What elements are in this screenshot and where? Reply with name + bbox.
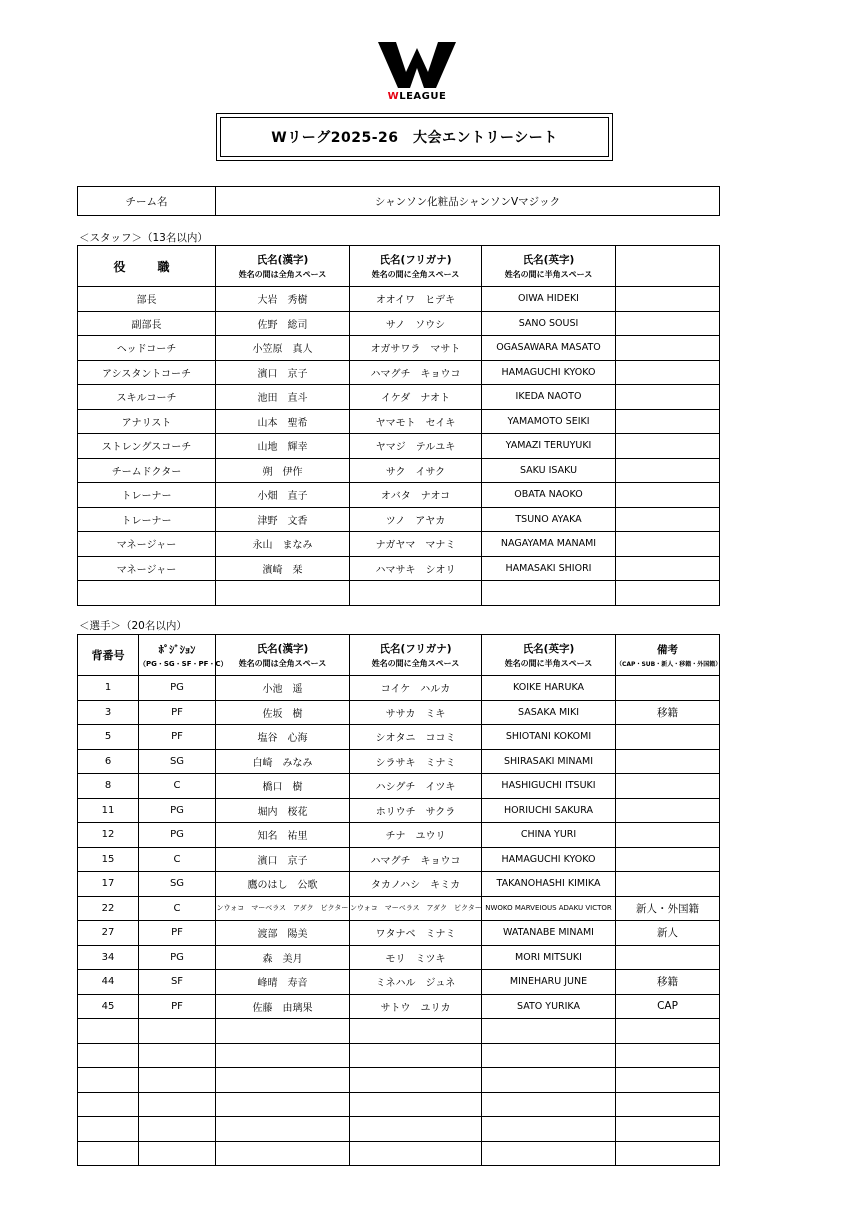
player-position-cell[interactable] (139, 1068, 216, 1093)
player-number-cell[interactable]: 8 (78, 774, 139, 799)
player-row (78, 1092, 720, 1117)
player-row (78, 700, 720, 725)
player-row (78, 896, 720, 921)
player-number-cell[interactable]: 1 (78, 676, 139, 701)
staff-kanji-cell[interactable]: 山本 聖希 (216, 409, 350, 434)
player-kana-cell[interactable]: ワタナベ ミナミ (350, 921, 482, 946)
staff-kana-cell[interactable]: サノ ソウシ (350, 311, 482, 336)
staff-kana-cell[interactable]: ナガヤマ マナミ (350, 532, 482, 557)
staff-row (78, 434, 720, 459)
staff-table (77, 245, 720, 606)
staff-kana-cell[interactable]: オバタ ナオコ (350, 483, 482, 508)
player-kana-cell[interactable]: タカノハシ キミカ (350, 872, 482, 897)
player-note-cell[interactable] (616, 725, 720, 750)
staff-kana-cell[interactable]: サク イサク (350, 458, 482, 483)
player-kanji-cell[interactable]: 森 美月 (216, 945, 350, 970)
player-number-cell[interactable]: 3 (78, 700, 139, 725)
player-english-cell[interactable] (482, 1043, 616, 1068)
staff-extra-cell[interactable] (616, 507, 720, 532)
staff-english-cell[interactable]: HAMAGUCHI KYOKO (482, 360, 616, 385)
players-section-label: ＜選手＞（20名以内） (79, 620, 187, 632)
player-row (78, 676, 720, 701)
staff-english-cell[interactable]: OGASAWARA MASATO (482, 336, 616, 361)
player-number-cell[interactable] (78, 1068, 139, 1093)
staff-role-cell[interactable]: トレーナー (78, 483, 216, 508)
staff-row (78, 311, 720, 336)
staff-row (78, 483, 720, 508)
staff-row (78, 409, 720, 434)
staff-kana-cell[interactable]: ヤマモト セイキ (350, 409, 482, 434)
staff-extra-cell[interactable] (616, 434, 720, 459)
staff-extra-cell[interactable] (616, 409, 720, 434)
staff-kana-cell[interactable]: オガサワラ マサト (350, 336, 482, 361)
staff-extra-cell[interactable] (616, 532, 720, 557)
player-row (78, 994, 720, 1019)
player-english-cell[interactable]: SHIRASAKI MINAMI (482, 749, 616, 774)
staff-extra-cell[interactable] (616, 556, 720, 581)
player-position-cell[interactable]: SG (139, 872, 216, 897)
staff-role-cell[interactable]: ヘッドコーチ (78, 336, 216, 361)
staff-english-cell[interactable]: OBATA NAOKO (482, 483, 616, 508)
player-kana-cell[interactable] (350, 1068, 482, 1093)
player-position-cell[interactable]: C (139, 896, 216, 921)
player-kanji-cell[interactable]: 堀内 桜花 (216, 798, 350, 823)
player-english-cell[interactable]: WATANABE MINAMI (482, 921, 616, 946)
staff-english-cell[interactable]: IKEDA NAOTO (482, 385, 616, 410)
player-note-cell[interactable] (616, 1043, 720, 1068)
player-english-cell[interactable]: HORIUCHI SAKURA (482, 798, 616, 823)
player-kanji-cell[interactable]: 知名 祐里 (216, 823, 350, 848)
player-kanji-cell[interactable] (216, 1068, 350, 1093)
player-kanji-cell[interactable]: 小池 遥 (216, 676, 350, 701)
player-english-cell[interactable]: SHIOTANI KOKOMI (482, 725, 616, 750)
team-label: チーム名 (78, 187, 216, 216)
staff-english-cell[interactable]: HAMASAKI SHIORI (482, 556, 616, 581)
player-english-cell[interactable]: KOIKE HARUKA (482, 676, 616, 701)
player-position-cell[interactable]: C (139, 847, 216, 872)
player-note-cell[interactable] (616, 798, 720, 823)
staff-kanji-cell[interactable]: 濱崎 栞 (216, 556, 350, 581)
player-kana-cell[interactable]: チナ ユウリ (350, 823, 482, 848)
player-row (78, 847, 720, 872)
player-kanji-cell[interactable]: ンウォコ マーベラス アダク ビクター (216, 896, 350, 921)
player-english-cell[interactable]: NWOKO MARVEIOUS ADAKU VICTOR (482, 896, 616, 921)
player-row (78, 1141, 720, 1166)
player-row (78, 1117, 720, 1142)
staff-extra-cell[interactable] (616, 385, 720, 410)
player-number-cell[interactable] (78, 1043, 139, 1068)
player-row (78, 823, 720, 848)
player-kanji-cell[interactable]: 鷹のはし 公歌 (216, 872, 350, 897)
player-kanji-cell[interactable]: 峰晴 寿音 (216, 970, 350, 995)
player-note-cell[interactable] (616, 847, 720, 872)
players-header-position: ﾎﾟｼﾞｼｮﾝ （PG・SG・SF・PF・C） (139, 635, 216, 676)
player-kanji-cell[interactable] (216, 1117, 350, 1142)
staff-row (78, 532, 720, 557)
player-kana-cell[interactable]: ホリウチ サクラ (350, 798, 482, 823)
player-number-cell[interactable]: 45 (78, 994, 139, 1019)
player-position-cell[interactable]: SF (139, 970, 216, 995)
player-kana-cell[interactable]: ンウォコ マーベラス アダク ビクター (350, 896, 482, 921)
team-table (77, 186, 720, 216)
staff-extra-cell[interactable] (616, 581, 720, 606)
player-number-cell[interactable]: 15 (78, 847, 139, 872)
player-note-cell[interactable] (616, 1092, 720, 1117)
staff-role-cell[interactable] (78, 581, 216, 606)
player-kana-cell[interactable]: シラサキ ミナミ (350, 749, 482, 774)
player-position-cell[interactable]: PG (139, 823, 216, 848)
player-number-cell[interactable]: 6 (78, 749, 139, 774)
staff-kana-cell[interactable] (350, 581, 482, 606)
player-kanji-cell[interactable] (216, 1043, 350, 1068)
player-kanji-cell[interactable]: 佐坂 樹 (216, 700, 350, 725)
staff-kana-cell[interactable]: ツノ アヤカ (350, 507, 482, 532)
players-header-kanji: 氏名(漢字) 姓名の間は全角スペース (216, 635, 350, 676)
player-note-cell[interactable] (616, 1068, 720, 1093)
player-row (78, 1043, 720, 1068)
player-position-cell[interactable]: SG (139, 749, 216, 774)
player-note-cell[interactable] (616, 945, 720, 970)
player-position-cell[interactable]: PF (139, 700, 216, 725)
player-position-cell[interactable] (139, 1141, 216, 1166)
player-row (78, 945, 720, 970)
player-kana-cell[interactable]: ミネハル ジュネ (350, 970, 482, 995)
player-row (78, 1068, 720, 1093)
staff-kanji-cell[interactable]: 山地 輝幸 (216, 434, 350, 459)
player-number-cell[interactable]: 17 (78, 872, 139, 897)
player-kana-cell[interactable] (350, 1092, 482, 1117)
staff-kana-cell[interactable]: オオイワ ヒデキ (350, 287, 482, 312)
players-header-note: 備考 （CAP・SUB・新人・移籍・外国籍） (616, 635, 720, 676)
player-note-cell[interactable] (616, 1019, 720, 1044)
player-number-cell[interactable]: 12 (78, 823, 139, 848)
player-note-cell[interactable]: 移籍 (616, 700, 720, 725)
player-number-cell[interactable]: 44 (78, 970, 139, 995)
player-english-cell[interactable]: MINEHARU JUNE (482, 970, 616, 995)
player-position-cell[interactable] (139, 1019, 216, 1044)
staff-english-cell[interactable]: TSUNO AYAKA (482, 507, 616, 532)
player-english-cell[interactable]: TAKANOHASHI KIMIKA (482, 872, 616, 897)
player-kana-cell[interactable]: サトウ ユリカ (350, 994, 482, 1019)
player-position-cell[interactable] (139, 1117, 216, 1142)
player-note-cell[interactable]: 移籍 (616, 970, 720, 995)
player-note-cell[interactable] (616, 1117, 720, 1142)
player-kanji-cell[interactable] (216, 1141, 350, 1166)
staff-header-row (78, 246, 720, 287)
title-box (216, 113, 613, 161)
staff-english-cell[interactable]: YAMAZI TERUYUKI (482, 434, 616, 459)
player-number-cell[interactable]: 34 (78, 945, 139, 970)
staff-kanji-cell[interactable]: 小笠原 真人 (216, 336, 350, 361)
players-table (77, 634, 720, 1166)
staff-row (78, 336, 720, 361)
player-english-cell[interactable] (482, 1019, 616, 1044)
staff-role-cell[interactable]: アシスタントコーチ (78, 360, 216, 385)
staff-row (78, 581, 720, 606)
player-number-cell[interactable] (78, 1092, 139, 1117)
staff-english-cell[interactable]: SAKU ISAKU (482, 458, 616, 483)
staff-kanji-cell[interactable]: 津野 文香 (216, 507, 350, 532)
player-english-cell[interactable]: CHINA YURI (482, 823, 616, 848)
staff-kana-cell[interactable]: ヤマジ テルユキ (350, 434, 482, 459)
player-kanji-cell[interactable]: 佐藤 由璃果 (216, 994, 350, 1019)
staff-section-label: ＜スタッフ＞（13名以内） (79, 232, 208, 244)
player-note-cell[interactable] (616, 872, 720, 897)
player-number-cell[interactable] (78, 1141, 139, 1166)
staff-kanji-cell[interactable]: 大岩 秀樹 (216, 287, 350, 312)
player-position-cell[interactable]: PF (139, 725, 216, 750)
staff-role-cell[interactable]: チームドクター (78, 458, 216, 483)
player-kana-cell[interactable] (350, 1043, 482, 1068)
player-kana-cell[interactable]: ハマグチ キョウコ (350, 847, 482, 872)
player-kanji-cell[interactable]: 橋口 樹 (216, 774, 350, 799)
staff-row (78, 556, 720, 581)
player-row (78, 749, 720, 774)
staff-role-cell[interactable]: トレーナー (78, 507, 216, 532)
player-kana-cell[interactable]: ハシグチ イツキ (350, 774, 482, 799)
player-english-cell[interactable]: HASHIGUCHI ITSUKI (482, 774, 616, 799)
page-title: Wリーグ2025-26 大会エントリーシート (220, 117, 609, 157)
player-kanji-cell[interactable]: 白崎 みなみ (216, 749, 350, 774)
staff-kana-cell[interactable]: イケダ ナオト (350, 385, 482, 410)
staff-kanji-cell[interactable]: 永山 まなみ (216, 532, 350, 557)
player-english-cell[interactable]: SASAKA MIKI (482, 700, 616, 725)
staff-row (78, 287, 720, 312)
player-number-cell[interactable]: 22 (78, 896, 139, 921)
staff-kanji-cell[interactable]: 池田 直斗 (216, 385, 350, 410)
player-note-cell[interactable] (616, 749, 720, 774)
players-header-row (78, 635, 720, 676)
player-note-cell[interactable]: CAP (616, 994, 720, 1019)
player-number-cell[interactable]: 11 (78, 798, 139, 823)
player-english-cell[interactable] (482, 1117, 616, 1142)
staff-extra-cell[interactable] (616, 311, 720, 336)
team-name-field[interactable]: シャンソン化粧品シャンソンVマジック (216, 187, 720, 216)
player-note-cell[interactable] (616, 823, 720, 848)
player-position-cell[interactable]: PG (139, 798, 216, 823)
staff-kanji-cell[interactable]: 佐野 総司 (216, 311, 350, 336)
staff-header-role: 役 職 (78, 246, 216, 287)
staff-header-extra (616, 246, 720, 287)
player-note-cell[interactable] (616, 676, 720, 701)
staff-row (78, 360, 720, 385)
staff-english-cell[interactable]: OIWA HIDEKI (482, 287, 616, 312)
player-kana-cell[interactable] (350, 1019, 482, 1044)
player-position-cell[interactable]: C (139, 774, 216, 799)
staff-extra-cell[interactable] (616, 458, 720, 483)
player-kana-cell[interactable]: シオタニ ココミ (350, 725, 482, 750)
staff-header-kana: 氏名(フリガナ) 姓名の間に全角スペース (350, 246, 482, 287)
player-english-cell[interactable] (482, 1141, 616, 1166)
staff-extra-cell[interactable] (616, 287, 720, 312)
players-header-kana: 氏名(フリガナ) 姓名の間に全角スペース (350, 635, 482, 676)
staff-english-cell[interactable]: SANO SOUSI (482, 311, 616, 336)
staff-kana-cell[interactable]: ハマサキ シオリ (350, 556, 482, 581)
player-kanji-cell[interactable]: 濱口 京子 (216, 847, 350, 872)
player-note-cell[interactable] (616, 1141, 720, 1166)
staff-kanji-cell[interactable]: 朔 伊作 (216, 458, 350, 483)
player-english-cell[interactable] (482, 1092, 616, 1117)
staff-row (78, 385, 720, 410)
staff-extra-cell[interactable] (616, 336, 720, 361)
staff-kanji-cell[interactable]: 濱口 京子 (216, 360, 350, 385)
player-position-cell[interactable]: PF (139, 994, 216, 1019)
player-row (78, 774, 720, 799)
player-row (78, 970, 720, 995)
player-kanji-cell[interactable] (216, 1019, 350, 1044)
player-number-cell[interactable]: 5 (78, 725, 139, 750)
player-kana-cell[interactable] (350, 1117, 482, 1142)
player-english-cell[interactable]: SATO YURIKA (482, 994, 616, 1019)
player-kanji-cell[interactable]: 渡部 陽美 (216, 921, 350, 946)
player-kana-cell[interactable]: ササカ ミキ (350, 700, 482, 725)
staff-header-kanji: 氏名(漢字) 姓名の間は全角スペース (216, 246, 350, 287)
staff-role-cell[interactable]: スキルコーチ (78, 385, 216, 410)
player-position-cell[interactable] (139, 1043, 216, 1068)
player-row (78, 725, 720, 750)
staff-extra-cell[interactable] (616, 483, 720, 508)
player-english-cell[interactable] (482, 1068, 616, 1093)
player-number-cell[interactable] (78, 1019, 139, 1044)
player-position-cell[interactable]: PF (139, 921, 216, 946)
staff-role-cell[interactable]: マネージャー (78, 556, 216, 581)
players-header-number: 背番号 (78, 635, 139, 676)
staff-role-cell[interactable]: アナリスト (78, 409, 216, 434)
player-kana-cell[interactable]: コイケ ハルカ (350, 676, 482, 701)
staff-english-cell[interactable] (482, 581, 616, 606)
staff-role-cell[interactable]: 副部長 (78, 311, 216, 336)
player-kanji-cell[interactable]: 塩谷 心海 (216, 725, 350, 750)
players-header-english: 氏名(英字) 姓名の間に半角スペース (482, 635, 616, 676)
player-number-cell[interactable] (78, 1117, 139, 1142)
player-row (78, 921, 720, 946)
player-position-cell[interactable]: PG (139, 945, 216, 970)
player-position-cell[interactable]: PG (139, 676, 216, 701)
player-row (78, 872, 720, 897)
player-kana-cell[interactable] (350, 1141, 482, 1166)
player-kana-cell[interactable]: モリ ミツキ (350, 945, 482, 970)
player-note-cell[interactable] (616, 774, 720, 799)
staff-english-cell[interactable]: YAMAMOTO SEIKI (482, 409, 616, 434)
player-row (78, 1019, 720, 1044)
staff-row (78, 458, 720, 483)
player-note-cell[interactable]: 新人・外国籍 (616, 896, 720, 921)
staff-role-cell[interactable]: 部長 (78, 287, 216, 312)
player-english-cell[interactable]: HAMAGUCHI KYOKO (482, 847, 616, 872)
staff-extra-cell[interactable] (616, 360, 720, 385)
logo-wordmark: WLEAGUE (387, 91, 447, 102)
player-position-cell[interactable] (139, 1092, 216, 1117)
staff-role-cell[interactable]: マネージャー (78, 532, 216, 557)
staff-english-cell[interactable]: NAGAYAMA MANAMI (482, 532, 616, 557)
staff-role-cell[interactable]: ストレングスコーチ (78, 434, 216, 459)
staff-row (78, 507, 720, 532)
player-note-cell[interactable]: 新人 (616, 921, 720, 946)
staff-kanji-cell[interactable] (216, 581, 350, 606)
player-kanji-cell[interactable] (216, 1092, 350, 1117)
staff-header-english: 氏名(英字) 姓名の間に半角スペース (482, 246, 616, 287)
player-english-cell[interactable]: MORI MITSUKI (482, 945, 616, 970)
player-row (78, 798, 720, 823)
staff-kanji-cell[interactable]: 小畑 直子 (216, 483, 350, 508)
staff-kana-cell[interactable]: ハマグチ キョウコ (350, 360, 482, 385)
player-number-cell[interactable]: 27 (78, 921, 139, 946)
